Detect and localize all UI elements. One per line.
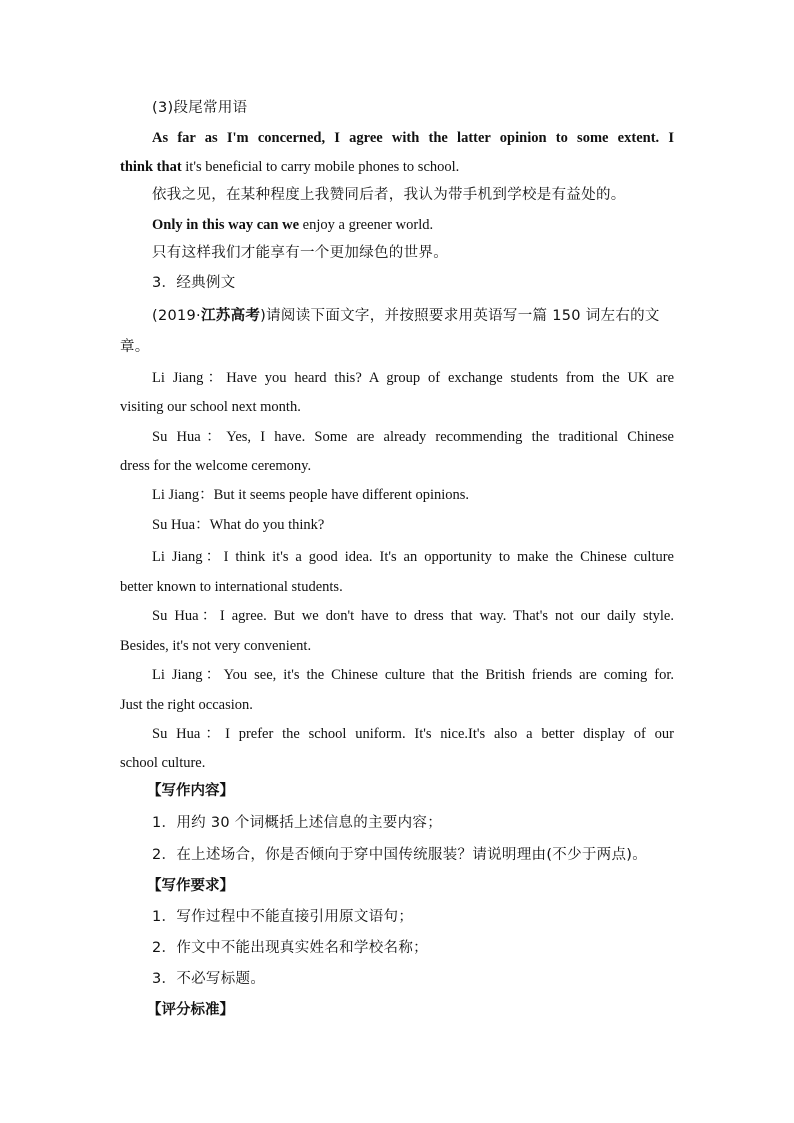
dialogue-line: Li Jiang：But it seems people have different opinions. [152, 487, 470, 503]
example-1-rest: it's beneficial to carry mobile phones to school. [181, 159, 460, 175]
writing-requirements-heading: 【写作要求】 [147, 878, 234, 894]
example-2-bold-phrase: Only in this way can we [152, 217, 300, 233]
writing-requirement-item: 1．写作过程中不能直接引用原文语句； [152, 909, 414, 925]
example-1-line-2 [120, 157, 674, 177]
dialogue-line-cont: Besides, it's not very convenient. [120, 638, 312, 654]
writing-requirement-item: 2．作文中不能出现真实姓名和学校名称； [152, 940, 428, 956]
dialogue-line: Li Jiang：Have you heard this? A group of exchange students from the UK are [152, 370, 674, 386]
task-instruction-line-1 [152, 306, 674, 326]
task-source-close: )请阅读下面文字，并按照要求用英语写一篇 150 词左右的文 [260, 308, 660, 324]
dialogue-line: Su Hua：I agree. But we don't have to dress that way. That's not our daily style. [152, 608, 674, 624]
dialogue-line: Li Jiang：I think it's a good idea. It's an opportunity to make the Chinese culture [152, 549, 674, 565]
example-2-sentence [152, 215, 674, 235]
example-1-line-1: As far as I'm concerned, I agree with the latter opinion to some extent. I [152, 130, 674, 146]
writing-requirement-item: 3．不必写标题。 [152, 971, 266, 987]
dialogue-line-cont: better known to international students. [120, 579, 343, 595]
heading-classic-sample: 3．经典例文 [152, 275, 236, 291]
writing-content-item: 1．用约 30 个词概括上述信息的主要内容； [152, 815, 442, 831]
dialogue-line: Su Hua：What do you think? [152, 517, 325, 533]
example-2-translation: 只有这样我们才能享有一个更加绿色的世界。 [152, 245, 448, 261]
task-source-open: (2019· [152, 308, 201, 324]
task-instruction-line-2: 章。 [120, 339, 150, 355]
task-source-exam: 江苏高考 [200, 308, 261, 324]
dialogue-line-cont: visiting our school next month. [120, 399, 301, 415]
example-1-translation: 依我之见，在某种程度上我赞同后者，我认为带手机到学校是有益处的。 [152, 187, 626, 203]
example-1-bold-phrase: think that [120, 159, 182, 175]
dialogue-line-cont: Just the right occasion. [120, 697, 253, 713]
writing-content-heading: 【写作内容】 [147, 783, 234, 799]
dialogue-line-cont: dress for the welcome ceremony. [120, 458, 312, 474]
dialogue-line: Li Jiang：You see, it's the Chinese culture that the British friends are coming for. [152, 667, 674, 683]
writing-content-item: 2．在上述场合，你是否倾向于穿中国传统服装？请说明理由(不少于两点)。 [152, 847, 648, 863]
dialogue-line: Su Hua：Yes, I have. Some are already recommending the traditional Chinese [152, 429, 674, 445]
section-heading-closing-phrases: (3)段尾常用语 [152, 100, 248, 116]
example-2-rest: enjoy a greener world. [299, 217, 434, 233]
dialogue-line-cont: school culture. [120, 755, 206, 771]
scoring-criteria-heading: 【评分标准】 [147, 1002, 234, 1018]
dialogue-line: Su Hua：I prefer the school uniform. It's nice.It's also a better display of our [152, 726, 674, 742]
